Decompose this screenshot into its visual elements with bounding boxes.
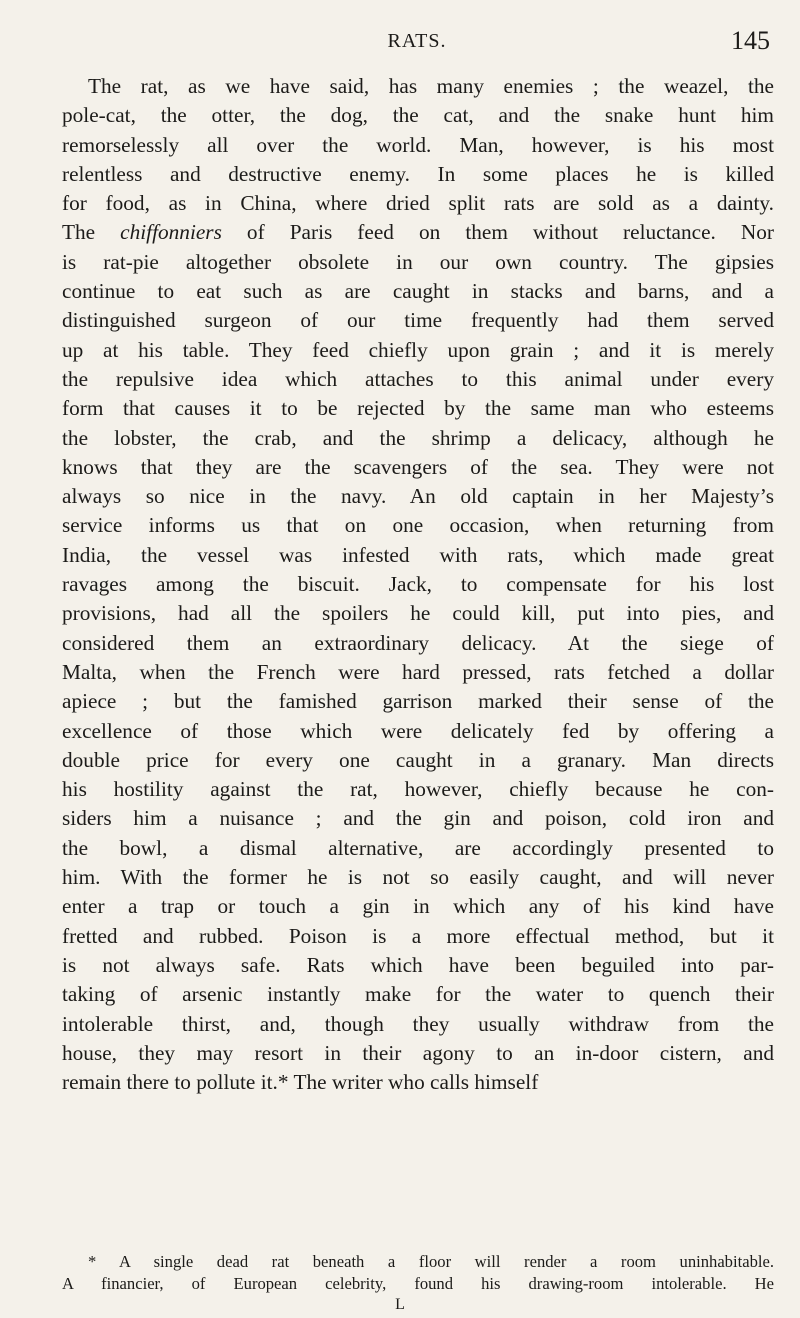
text-line: continue to eat such as are caught in stacks and barns, and a (62, 279, 774, 304)
text-line: up at his table. They feed chiefly upon grain ; and it is merely (62, 337, 774, 362)
text-line: service informs us that on one occasion, when returning from (62, 513, 774, 538)
footnote (62, 1251, 774, 1295)
text-line: provisions, had all the spoilers he could kill, put into pies, and (62, 601, 774, 626)
text-line: intolerable thirst, and, though they usually withdraw from the (62, 1011, 774, 1036)
text-line: always so nice in the navy. An old captain in her Majesty’s (62, 484, 774, 509)
text-line: The rat, as we have said, has many enemies ; the weazel, the (88, 74, 774, 98)
text-line: him. With the former he is not so easily caught, and will never (62, 865, 774, 890)
text-line: The chiffonniers of Paris feed on them without reluctance. Nor (62, 220, 774, 245)
text-line: India, the vessel was infested with rats, which made great (62, 542, 774, 567)
text-line: enter a trap or touch a gin in which any of his kind have (62, 894, 774, 919)
footnote-line: A financier, of European celebrity, found his drawing-room intolerable. He (62, 1274, 774, 1293)
text-line: the lobster, the crab, and the shrimp a delicacy, although he (62, 425, 774, 450)
page-header (62, 26, 772, 62)
text-line: remain there to pollute it.* The writer who calls himself (62, 1070, 539, 1095)
text-line: house, they may resort in their agony to an in-door cistern, and (62, 1040, 774, 1065)
text-line: excellence of those which were delicately fed by offering a (62, 718, 774, 743)
signature-mark: L (395, 1296, 405, 1313)
body-text (62, 72, 774, 1097)
text-line: ravages among the biscuit. Jack, to compensate for his lost (62, 572, 774, 597)
text-line: is not always safe. Rats which have been beguiled into par- (62, 952, 774, 977)
text-line: relentless and destructive enemy. In some places he is killed (62, 161, 774, 186)
running-head: RATS. (387, 30, 447, 52)
text-line: his hostility against the rat, however, chiefly because he con- (62, 777, 774, 802)
page-number: 145 (731, 26, 770, 55)
text-line: apiece ; but the famished garrison marked their sense of the (62, 689, 774, 714)
text-line: knows that they are the scavengers of the sea. They were not (62, 454, 774, 479)
text-line: form that causes it to be rejected by the same man who esteems (62, 396, 774, 421)
text-line: considered them an extraordinary delicacy. At the siege of (62, 630, 774, 655)
text-line: siders him a nuisance ; and the gin and poison, cold iron and (62, 806, 774, 831)
text-line: fretted and rubbed. Poison is a more effectual method, but it (62, 923, 774, 948)
text-line: the bowl, a dismal alternative, are accordingly presented to (62, 835, 774, 860)
text-line: taking of arsenic instantly make for the water to quench their (62, 982, 774, 1007)
text-line: Malta, when the French were hard pressed, rats fetched a dollar (62, 659, 774, 684)
text-line: distinguished surgeon of our time frequently had them served (62, 308, 774, 333)
text-line: double price for every one caught in a granary. Man directs (62, 747, 774, 772)
text-line: the repulsive idea which attaches to this animal under every (62, 366, 774, 391)
text-line: for food, as in China, where dried split rats are sold as a dainty. (62, 191, 774, 216)
footnote-line: * A single dead rat beneath a floor will render a room uninhabitable. (88, 1252, 774, 1271)
text-line: is rat-pie altogether obsolete in our own country. The gipsies (62, 249, 774, 274)
text-line: pole-cat, the otter, the dog, the cat, and the snake hunt him (62, 103, 774, 128)
text-line: remorselessly all over the world. Man, however, is his most (62, 132, 774, 157)
